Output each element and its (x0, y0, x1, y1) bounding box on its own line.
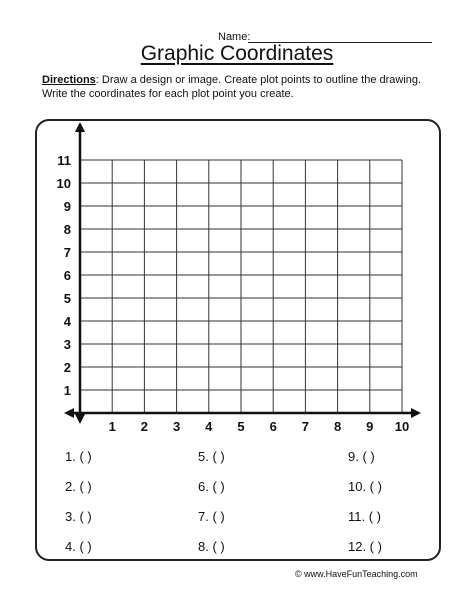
answer-item-8[interactable]: 8. ( ) (198, 539, 225, 554)
y-tick-label: 4 (63, 314, 71, 329)
answer-item-2[interactable]: 2. ( ) (65, 479, 92, 494)
y-tick-label: 9 (63, 199, 71, 214)
x-tick-label: 5 (237, 419, 245, 434)
directions-label: Directions (42, 74, 96, 86)
y-tick-label: 10 (56, 176, 71, 191)
answer-item-4[interactable]: 4. ( ) (65, 539, 92, 554)
x-tick-label: 7 (301, 419, 310, 434)
footer-credit: © www.HaveFunTeaching.com (295, 569, 418, 579)
y-tick-label: 5 (63, 291, 71, 306)
answer-item-5[interactable]: 5. ( ) (198, 449, 225, 464)
x-tick-label: 6 (269, 419, 277, 434)
x-tick-label: 2 (140, 419, 149, 434)
x-axis-arrow-right (411, 408, 421, 418)
y-axis-arrow-bottom (75, 414, 85, 424)
x-tick-label: 3 (172, 419, 181, 434)
x-tick-label: 10 (394, 419, 410, 434)
x-axis-arrow-left (64, 408, 74, 418)
x-tick-label: 9 (366, 419, 374, 434)
directions-text: : Draw a design or image. Create plot points to outline the drawing. Write the coordinates for each plot point you create. (42, 74, 422, 100)
answer-item-10[interactable]: 10. ( ) (348, 479, 382, 494)
y-tick-label: 1 (63, 383, 71, 398)
page-title: Graphic Coordinates (140, 42, 334, 65)
y-tick-label: 8 (63, 222, 71, 237)
answer-item-6[interactable]: 6. ( ) (198, 479, 225, 494)
y-tick-label: 6 (63, 268, 71, 283)
name-label: Name: (218, 31, 251, 43)
y-tick-label: 11 (57, 153, 71, 168)
answer-item-9[interactable]: 9. ( ) (348, 449, 375, 464)
y-axis-arrow-top (75, 122, 85, 132)
y-tick-label: 3 (63, 337, 71, 352)
x-tick-label: 8 (333, 419, 342, 434)
x-tick-label: 4 (205, 419, 213, 434)
x-tick-label: 1 (108, 419, 116, 434)
answer-item-1[interactable]: 1. ( ) (65, 449, 92, 464)
answer-item-3[interactable]: 3. ( ) (65, 509, 92, 524)
answer-item-11[interactable]: 11. ( ) (348, 509, 381, 524)
y-tick-label: 2 (63, 360, 71, 375)
answer-item-7[interactable]: 7. ( ) (198, 509, 225, 524)
answer-item-12[interactable]: 12. ( ) (348, 539, 382, 554)
y-tick-label: 7 (63, 245, 71, 260)
